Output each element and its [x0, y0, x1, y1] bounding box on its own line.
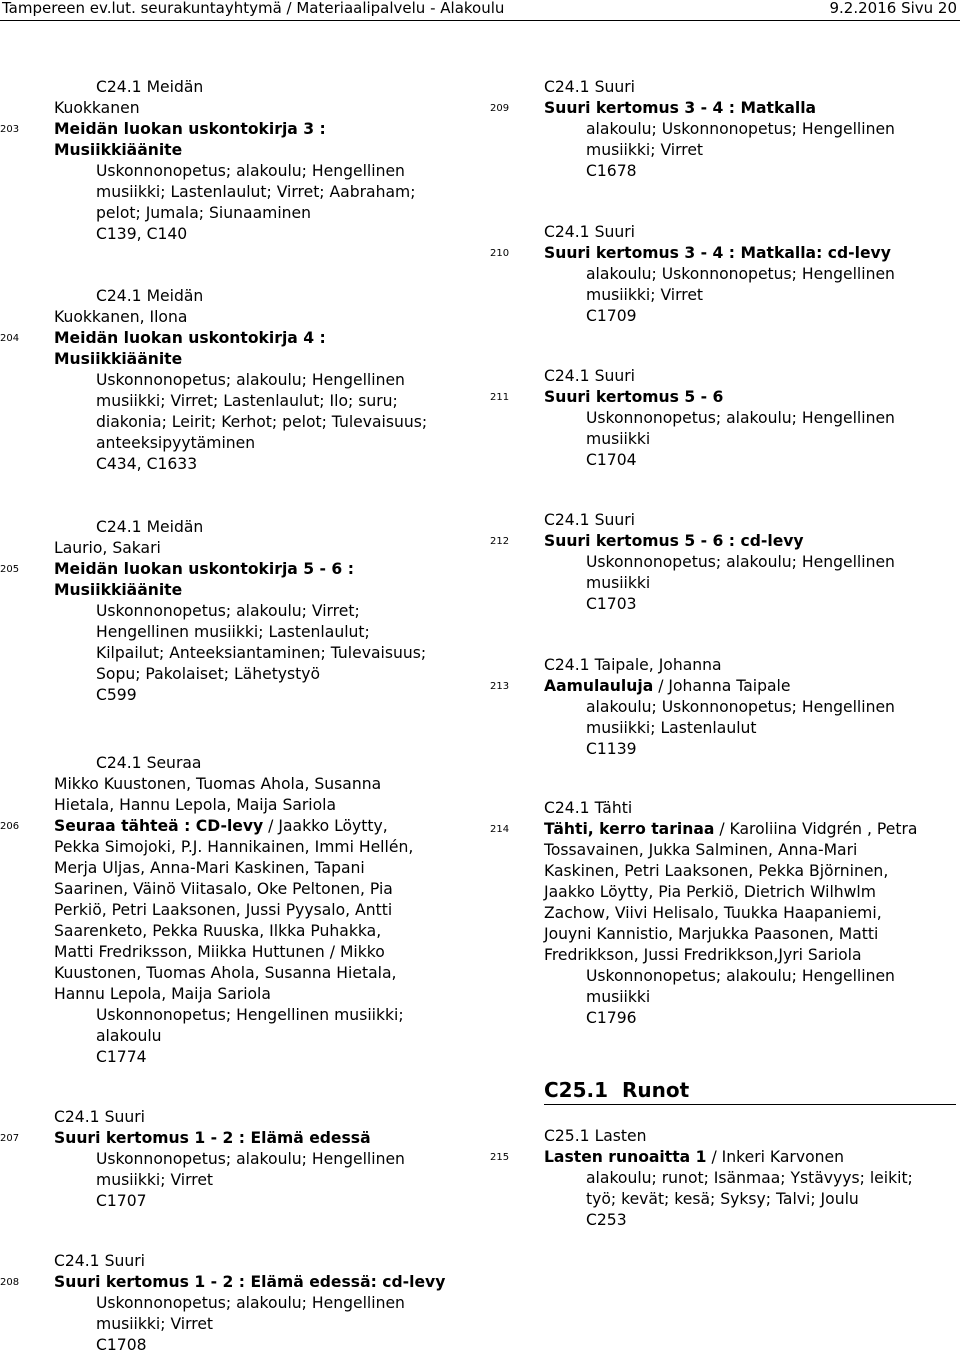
entry-subjects: diakonia; Leirit; Kerhot; pelot; Tulevaisuus; [96, 413, 428, 431]
entry-title: Suuri kertomus 1 - 2 : Elämä edessä: cd-levy [54, 1273, 446, 1291]
entry-subjects: työ; kevät; kesä; Syksy; Talvi; Joulu [586, 1190, 859, 1208]
entry-responsibility: / Karoliina Vidgrén , Petra [714, 820, 918, 838]
entry-number: 215 [490, 1152, 510, 1163]
entry-subjects: musiikki [586, 988, 651, 1006]
entry-subjects: alakoulu; Uskonnonopetus; Hengellinen [586, 698, 895, 716]
entry-contributors: Pekka Simojoki, P.J. Hannikainen, Immi Hellén, [54, 838, 414, 856]
entry-classification: C24.1 Suuri [544, 511, 635, 529]
entry-classification: C24.1 Suuri [54, 1252, 145, 1270]
page-header [0, 0, 960, 16]
entry-title: Suuri kertomus 3 - 4 : Matkalla [544, 99, 817, 117]
header-date-page: 9.2.2016 Sivu 20 [829, 0, 957, 17]
entry-contributors: Jaakko Löytty, Pia Perkiö, Dietrich Wilhwlm [544, 883, 876, 901]
section-code: C25.1 [544, 1078, 609, 1102]
catalog-entry-206 [0, 753, 414, 1068]
header-title: Tampereen ev.lut. seurakuntayhtymä / Materiaalipalvelu - Alakoulu [2, 0, 505, 17]
entry-number: 213 [490, 681, 510, 692]
entry-title: Suuri kertomus 1 - 2 : Elämä edessä [54, 1129, 371, 1147]
section-heading [544, 1077, 956, 1105]
entry-subjects: musiikki; Virret [586, 141, 704, 159]
catalog-entry-209 [490, 77, 895, 182]
entry-classification: C24.1 Meidän [96, 78, 204, 96]
entry-title-cont: Musiikkiäänite [54, 141, 183, 159]
entry-author: Kuokkanen, Ilona [54, 308, 188, 326]
entry-subjects: Uskonnonopetus; alakoulu; Virret; [96, 602, 360, 620]
entry-number: 211 [490, 392, 510, 403]
entry-classification: C24.1 Taipale, Johanna [544, 656, 722, 674]
header-divider [0, 20, 960, 21]
entry-subjects: Uskonnonopetus; alakoulu; Hengellinen [96, 1294, 405, 1312]
entry-number: 208 [0, 1277, 20, 1288]
entry-title: Suuri kertomus 5 - 6 : cd-levy [544, 532, 804, 550]
entry-author: Laurio, Sakari [54, 539, 161, 557]
entry-subjects: pelot; Jumala; Siunaaminen [96, 204, 312, 222]
entry-subjects: Uskonnonopetus; alakoulu; Hengellinen [586, 409, 895, 427]
entry-subjects: Kilpailut; Anteeksiantaminen; Tulevaisuus; [96, 644, 427, 662]
entry-call-code: C1139 [586, 740, 637, 758]
entry-subjects: musiikki; Virret [96, 1171, 214, 1189]
entry-contributors: Matti Fredriksson, Miikka Huttunen / Mikko [54, 943, 385, 961]
entry-subjects: musiikki [586, 430, 651, 448]
entry-classification: C24.1 Tähti [544, 799, 633, 817]
entry-author-cont: Hietala, Hannu Lepola, Maija Sariola [54, 796, 337, 814]
entry-call-code: C1796 [586, 1009, 637, 1027]
entry-classification: C24.1 Suuri [54, 1108, 145, 1126]
entry-classification: C24.1 Suuri [544, 223, 635, 241]
entry-responsibility: / Jaakko Löytty, [263, 817, 388, 835]
entry-contributors: Zachow, Viivi Helisalo, Tuukka Haapaniemi, [544, 904, 882, 922]
entry-call-code: C253 [586, 1211, 627, 1229]
entry-subjects: alakoulu; runot; Isänmaa; Ystävyys; leikit; [586, 1169, 913, 1187]
entry-subjects: musiikki; Lastenlaulut; Virret; Aabraham; [96, 183, 416, 201]
entry-contributors: Merja Uljas, Anna-Mari Kaskinen, Tapani [54, 859, 365, 877]
entry-subjects: Uskonnonopetus; alakoulu; Hengellinen [96, 371, 405, 389]
entry-contributors: Perkiö, Petri Laaksonen, Jussi Pyysalo, Antti [54, 901, 393, 919]
entry-classification: C24.1 Meidän [96, 518, 204, 536]
entry-contributors: Hannu Lepola, Maija Sariola [54, 985, 271, 1003]
entry-title-cont: Musiikkiäänite [54, 581, 183, 599]
entry-call-code: C1707 [96, 1192, 147, 1210]
section-title: Runot [622, 1078, 690, 1102]
entry-subjects: Uskonnonopetus; alakoulu; Hengellinen [586, 553, 895, 571]
catalog-entry-212 [490, 510, 895, 615]
entry-subjects: Uskonnonopetus; alakoulu; Hengellinen [96, 162, 405, 180]
entry-responsibility: / Johanna Taipale [653, 677, 791, 695]
entry-title: Tähti, kerro tarinaa [544, 820, 715, 838]
entry-number: 210 [490, 248, 510, 259]
entry-subjects: musiikki; Virret [96, 1315, 214, 1333]
entry-contributors: Tossavainen, Jukka Salminen, Anna-Mari [544, 841, 858, 859]
entry-contributors: Saarenketo, Pekka Ruuska, Ilkka Puhakka, [54, 922, 382, 940]
catalog-entry-214 [490, 798, 918, 1029]
entry-subjects: anteeksipyytäminen [96, 434, 256, 452]
catalog-entry-203 [0, 77, 416, 245]
entry-call-code: C434, C1633 [96, 455, 198, 473]
entry-title: Seuraa tähteä : CD-levy [54, 817, 264, 835]
entry-call-code: C1708 [96, 1336, 147, 1354]
entry-number: 214 [490, 824, 510, 835]
catalog-entry-211 [490, 366, 895, 471]
entry-classification: C24.1 Suuri [544, 78, 635, 96]
entry-classification: C24.1 Suuri [544, 367, 635, 385]
entry-number: 206 [0, 821, 20, 832]
entry-contributors: Saarinen, Väinö Viitasalo, Oke Peltonen, Pia [54, 880, 393, 898]
entry-title: Meidän luokan uskontokirja 3 : [54, 120, 326, 138]
entry-author: Mikko Kuustonen, Tuomas Ahola, Susanna [54, 775, 382, 793]
entry-number: 203 [0, 124, 20, 135]
entry-call-code: C1678 [586, 162, 637, 180]
entry-author: Kuokkanen [54, 99, 140, 117]
catalog-entry-213 [490, 655, 895, 760]
entry-title-cont: Musiikkiäänite [54, 350, 183, 368]
entry-call-code: C1704 [586, 451, 637, 469]
entry-call-code: C139, C140 [96, 225, 188, 243]
entry-title: Lasten runoaitta 1 [544, 1148, 707, 1166]
entry-contributors: Jouyni Kannistio, Marjukka Paasonen, Matti [544, 925, 879, 943]
entry-call-code: C1774 [96, 1048, 147, 1066]
entry-number: 207 [0, 1133, 20, 1144]
entry-subjects: alakoulu; Uskonnonopetus; Hengellinen [586, 120, 895, 138]
entry-subjects: Uskonnonopetus; alakoulu; Hengellinen [96, 1150, 405, 1168]
entry-subjects: musiikki [586, 574, 651, 592]
entry-responsibility: / Inkeri Karvonen [706, 1148, 844, 1166]
entry-subjects: Sopu; Pakolaiset; Lähetystyö [96, 665, 321, 683]
catalog-entry-207 [0, 1107, 405, 1212]
entry-classification: C24.1 Meidän [96, 287, 204, 305]
entry-number: 204 [0, 333, 20, 344]
entry-subjects: musiikki; Virret [586, 286, 704, 304]
catalog-entry-210 [490, 222, 895, 327]
entry-number: 212 [490, 536, 510, 547]
entry-subjects: musiikki; Virret; Lastenlaulut; Ilo; suru; [96, 392, 398, 410]
entry-number: 205 [0, 564, 20, 575]
catalog-entry-204 [0, 286, 428, 475]
entry-title: Meidän luokan uskontokirja 4 : [54, 329, 326, 347]
entry-title: Suuri kertomus 5 - 6 [544, 388, 724, 406]
entry-subjects: musiikki; Lastenlaulut [586, 719, 757, 737]
entry-title: Meidän luokan uskontokirja 5 - 6 : [54, 560, 354, 578]
catalog-entry-215 [490, 1126, 913, 1231]
entry-title: Aamulauluja [544, 677, 654, 695]
catalog-entry-205 [0, 517, 427, 706]
entry-contributors: Fredrikkson, Jussi Fredrikkson,Jyri Sariola [544, 946, 862, 964]
entry-subjects: Uskonnonopetus; alakoulu; Hengellinen [586, 967, 895, 985]
entry-subjects: Hengellinen musiikki; Lastenlaulut; [96, 623, 370, 641]
entry-subjects: Uskonnonopetus; Hengellinen musiikki; [96, 1006, 404, 1024]
entry-title: Suuri kertomus 3 - 4 : Matkalla: cd-levy [544, 244, 891, 262]
catalog-entry-208 [0, 1251, 446, 1356]
entry-call-code: C1709 [586, 307, 637, 325]
entry-classification: C25.1 Lasten [544, 1127, 647, 1145]
entry-subjects: alakoulu; Uskonnonopetus; Hengellinen [586, 265, 895, 283]
entry-contributors: Kaskinen, Petri Laaksonen, Pekka Björninen, [544, 862, 889, 880]
entry-classification: C24.1 Seuraa [96, 754, 202, 772]
entry-contributors: Kuustonen, Tuomas Ahola, Susanna Hietala, [54, 964, 397, 982]
entry-call-code: C1703 [586, 595, 637, 613]
entry-subjects: alakoulu [96, 1027, 162, 1045]
entry-call-code: C599 [96, 686, 137, 704]
entry-number: 209 [490, 103, 510, 114]
